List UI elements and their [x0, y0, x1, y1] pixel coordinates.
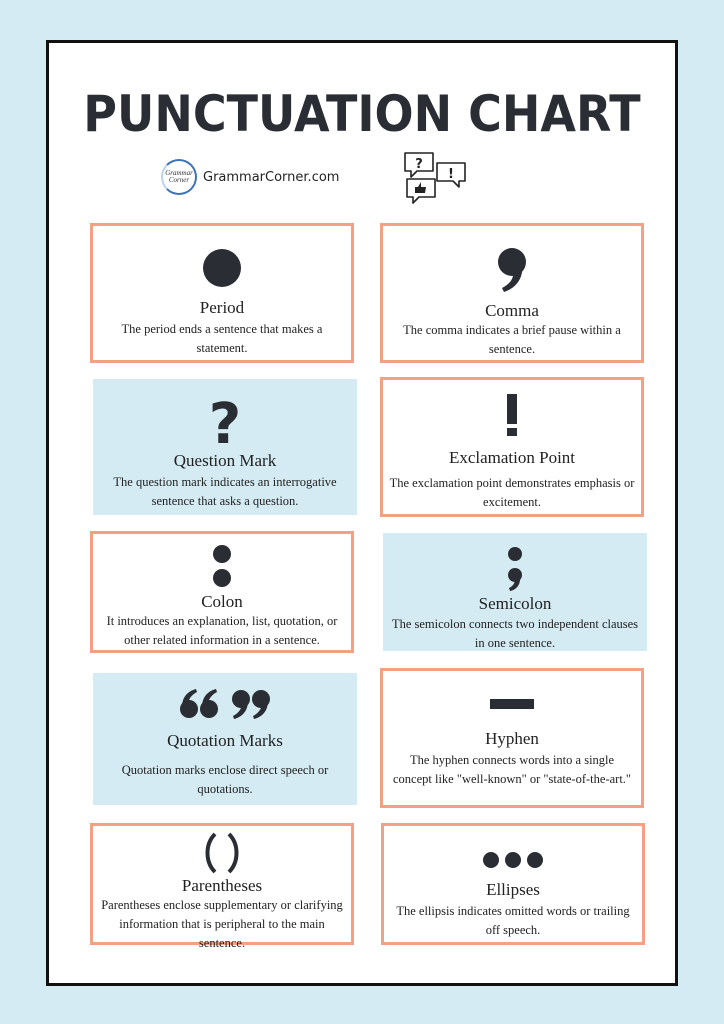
card-title: Ellipses: [486, 880, 540, 899]
card-period: [90, 223, 354, 363]
speech-bubbles-icon: [403, 149, 467, 205]
colon-icon: [93, 544, 351, 590]
exclamation-point-icon: [383, 390, 641, 440]
card-description: The hyphen connects words into a single concept like "well-known" or "state-of-the-art.": [392, 753, 632, 786]
ellipses-icon: [384, 850, 642, 870]
svg-text:!: !: [448, 167, 454, 182]
punctuation-chart-sheet: [46, 40, 678, 986]
question-mark-icon: [93, 393, 357, 453]
card-title: Comma: [485, 301, 539, 320]
page-title: PUNCTUATION CHART: [83, 85, 641, 143]
card-question-mark: [93, 379, 357, 515]
card-exclamation-point: [380, 377, 644, 517]
card-description: The ellipsis indicates omitted words or trailing off speech.: [396, 904, 630, 937]
card-comma: [380, 223, 644, 363]
period-icon: [93, 248, 351, 288]
quotation-marks-icon: [93, 687, 357, 721]
logo-text: Grammar Corner: [165, 169, 193, 184]
card-description: The exclamation point demonstrates emphasis or excitement.: [389, 476, 635, 509]
card-title: Colon: [201, 592, 243, 611]
svg-text:?: ?: [415, 157, 423, 172]
hyphen-icon: [383, 697, 641, 711]
parentheses-icon: [93, 830, 351, 876]
semicolon-icon: [383, 545, 647, 591]
brand: [161, 159, 339, 195]
svg-text:?: ?: [208, 393, 242, 453]
card-title: Parentheses: [181, 876, 263, 895]
card-ellipses: [381, 823, 645, 945]
grammar-corner-logo-icon: [161, 159, 197, 195]
card-title: Semicolon: [478, 594, 552, 613]
card-description: The period ends a sentence that makes a statement.: [121, 322, 323, 355]
card-description: It introduces an explanation, list, quotation, or other related information in a sentence.: [106, 614, 338, 647]
card-title: Question Mark: [173, 451, 277, 470]
card-title: Quotation Marks: [167, 731, 283, 750]
card-description: Quotation marks enclose direct speech or quotations.: [121, 763, 329, 796]
card-description: The comma indicates a brief pause within a sentence.: [403, 323, 621, 356]
card-title: Hyphen: [485, 729, 539, 748]
card-description: Parentheses enclose supplementary or clarifying information that is peripheral to the main sentence.: [101, 898, 343, 950]
card-colon: [90, 531, 354, 653]
brand-name: GrammarCorner.com: [203, 169, 340, 185]
card-description: The question mark indicates an interrogative sentence that asks a question.: [113, 475, 337, 508]
card-parentheses: [90, 823, 354, 950]
card-title: Exclamation Point: [448, 448, 576, 467]
card-hyphen: [380, 668, 644, 808]
card-semicolon: [383, 533, 647, 651]
comma-icon: [383, 246, 641, 292]
card-description: The semicolon connects two independent clauses in one sentence.: [391, 617, 639, 650]
card-quotation-marks: [93, 673, 357, 805]
card-title: Period: [199, 298, 245, 317]
